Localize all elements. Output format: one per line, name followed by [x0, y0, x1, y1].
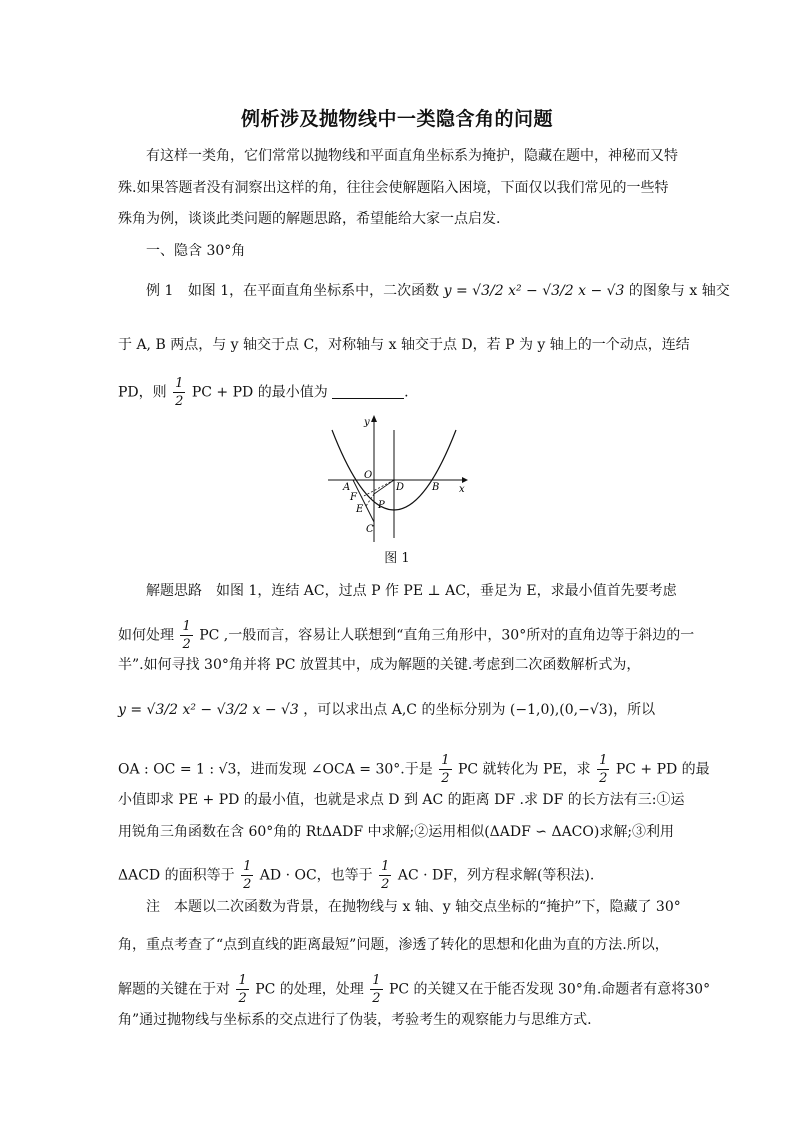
solution-l8-b: AD · OC，也等于: [259, 867, 373, 884]
note-line-4: 角”通过抛物线与坐标系的交点进行了伪装，考验考生的观察能力与思维方式.: [118, 1012, 592, 1028]
half-fraction: $\frac{1}{2}$: [372, 973, 381, 1006]
label-O: O: [364, 470, 373, 481]
solution-line-6: 小值即求 PE + PD 的最小值，也就是求点 D 到 AC 的距离 DF .求 DF 的长方法有三:①运: [118, 792, 685, 808]
label-D: D: [396, 482, 405, 493]
intro-line-3: 殊角为例，谈谈此类问题的解题思路，希望能给大家一点启发.: [118, 211, 501, 227]
half-fraction: $\frac{1}{2}$: [182, 619, 191, 652]
note-line-1: 注 本题以二次函数为背景，在抛物线与 x 轴、y 轴交点坐标的“掩护”下，隐藏了 30°: [146, 899, 681, 915]
quadratic-function: y = √3/2 x² − √3/2 x − √3: [118, 702, 299, 718]
solution-line-3: 半”.如何寻找 30°角并将 PC 放置其中，成为解题的关键.考虑到二次函数解析式为，: [118, 657, 641, 673]
half-fraction: $\frac{1}{2}$: [243, 859, 252, 892]
half-fraction: $\frac{1}{2}$: [238, 973, 247, 1006]
note-line-2: 角，重点考查了“点到直线的距离最短”问题，渗透了转化的思想和化曲为直的方法.所以，: [118, 937, 669, 953]
example-text-end: 的图象与 x 轴交: [628, 283, 730, 299]
label-A: A: [343, 482, 351, 493]
note-l3-c: PC 的关键又在于能否发现 30°角.命题者有意将30°: [388, 981, 711, 998]
answer-blank: [332, 384, 404, 399]
solution-line-7: 用锐角三角函数在含 60°角的 RtΔADF 中求解;②运用相似(ΔADF ∽ ΔACO)求解;③利用: [118, 824, 675, 840]
label-y: y: [364, 417, 370, 428]
example-l3-c: .: [404, 384, 409, 401]
solution-l4-b: ，可以求出点 A,C 的坐标分别为 (−1,0),(0,−√3)，所以: [303, 702, 656, 718]
parabola-figure: [322, 410, 472, 542]
page-title: 例析涉及抛物线中一类隐含角的问题: [240, 108, 553, 130]
solution-l2-b: PC ,一般而言，容易让人联想到“直角三角形中，30°所对的直角边等于斜边的一: [199, 627, 695, 644]
quadratic-function: y = √3/2 x² − √3/2 x − √3: [443, 283, 625, 299]
solution-l5-c: PC + PD 的最: [615, 761, 710, 778]
intro-line-1: 有这样一类角，它们常常以抛物线和平面直角坐标系为掩护，隐藏在题中，神秘而又特: [146, 148, 678, 164]
solution-l2-a: 如何处理: [118, 627, 174, 644]
label-P: P: [378, 500, 385, 511]
label-E: E: [356, 504, 364, 515]
section-heading: 一、隐含 30°角: [146, 243, 246, 259]
solution-l5-a: OA : OC = 1 : √3，进而发现 ∠OCA = 30°.于是: [118, 761, 433, 778]
solution-line-2: [118, 618, 695, 653]
figure-caption: 图 1: [384, 551, 410, 566]
half-fraction: $\frac{1}{2}$: [599, 753, 608, 786]
half-fraction: $\frac{1}{2}$: [381, 859, 390, 892]
note-l3-b: PC 的处理，处理: [255, 981, 364, 998]
half-fraction: $\frac{1}{2}$: [175, 376, 184, 409]
example-l3-b: PC + PD 的最小值为: [191, 384, 328, 401]
example-line-1: [146, 281, 730, 301]
label-B: B: [432, 482, 440, 493]
label-x: x: [459, 484, 465, 495]
segment-PD: [374, 480, 394, 494]
x-axis-arrow: [462, 477, 468, 483]
solution-l5-b: PC 就转化为 PE，求: [457, 761, 591, 778]
half-fraction: $\frac{1}{2}$: [441, 753, 450, 786]
label-F: F: [350, 492, 357, 503]
example-label: 例 1: [146, 283, 174, 299]
note-line-3: [118, 972, 711, 1007]
example-text: 如图 1，在平面直角坐标系中，二次函数: [187, 283, 440, 299]
example-line-3: [118, 375, 678, 410]
solution-line-4: [118, 700, 678, 720]
solution-l8-c: AC · DF，列方程求解(等积法).: [397, 867, 595, 884]
example-line-2: 于 A, B 两点，与 y 轴交于点 C，对称轴与 x 轴交于点 D，若 P 为 y 轴上的一个动点，连结: [118, 337, 690, 353]
solution-line-5: [118, 752, 710, 787]
intro-line-2: 殊.如果答题者没有洞察出这样的角，往往会使解题陷入困境，下面仅以我们常见的一些特: [118, 180, 669, 196]
label-C: C: [366, 524, 374, 535]
solution-line-1: 解题思路 如图 1，连结 AC，过点 P 作 PE ⊥ AC，垂足为 E，求最小值首先要考虑: [146, 583, 677, 599]
example-l3-a: PD，则: [118, 384, 167, 401]
solution-l8-a: ΔACD 的面积等于: [118, 867, 235, 884]
note-l3-a: 解题的关键在于对: [118, 981, 230, 998]
y-axis-arrow: [371, 415, 377, 422]
solution-line-8: [118, 858, 678, 893]
